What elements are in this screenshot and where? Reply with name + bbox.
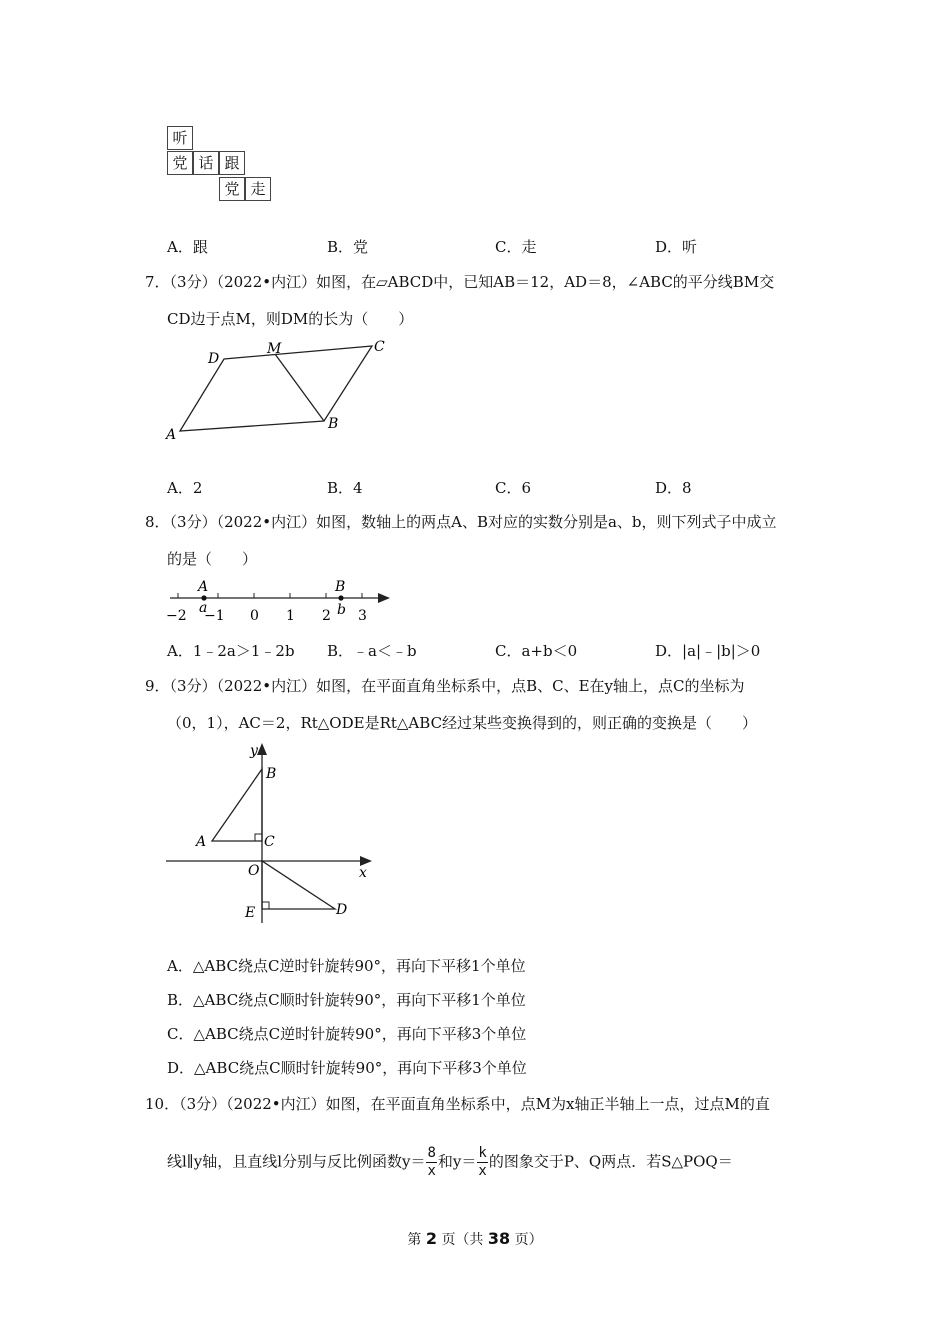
footer-post: 页） (514, 1232, 543, 1248)
q6-option-b: B．党 (327, 238, 369, 256)
net-cell: 党 (167, 151, 193, 175)
q8-tick-label: −2 (166, 608, 187, 624)
q7-option-b: B．4 (327, 479, 363, 497)
q9-label-o: O (248, 863, 260, 879)
q8-point-label-b: B (335, 579, 346, 595)
q7-label-a: A (166, 427, 177, 443)
q9-label-d: D (336, 902, 348, 918)
q9-option-d: D．△ABC绕点C顺时针旋转90°，再向下平移3个单位 (167, 1059, 527, 1077)
q7-label-d: D (208, 351, 220, 367)
q8-option-a: A．1﹣2a＞1﹣2b (167, 642, 295, 660)
q10-stem-line2 (167, 1145, 733, 1180)
q10-fraction-8-over-x (426, 1145, 436, 1180)
q7-label-m: M (267, 341, 282, 357)
q7-option-a: A．2 (167, 479, 203, 497)
q8-option-d: D．|a|﹣|b|＞0 (655, 642, 761, 660)
footer-mid: 页（共 (441, 1232, 484, 1248)
q8-point-label-a: A (198, 579, 209, 595)
footer-pre: 第 (407, 1232, 422, 1248)
q10-text-c: 的图象交于P、Q两点．若S△POQ＝ (488, 1152, 733, 1171)
q8-stem-line1: 8．（3分）（2022•内江）如图，数轴上的两点A、B对应的实数分别是a、b，则下列式子中成立 (145, 513, 777, 531)
q10-frac2-denominator: x (478, 1163, 487, 1179)
q8-option-b: B．﹣a＜﹣b (327, 642, 417, 660)
q7-label-c: C (374, 339, 385, 355)
footer-page-number: 2 (425, 1229, 437, 1248)
q8-tick-label: 0 (250, 608, 259, 624)
q8-value-label-a: a (199, 600, 208, 616)
q8-number-line (160, 574, 400, 626)
q10-text-a: 线l∥y轴，且直线l分别与反比例函数y＝ (167, 1152, 426, 1171)
q9-label-c: C (264, 834, 275, 850)
q6-option-a: A．跟 (167, 238, 208, 256)
q6-option-c: C．走 (495, 238, 537, 256)
net-cell: 党 (219, 177, 245, 201)
q9-option-b: B．△ABC绕点C顺时针旋转90°，再向下平移1个单位 (167, 991, 526, 1009)
net-cell: 跟 (219, 151, 245, 175)
q7-option-c: C．6 (495, 479, 532, 497)
q9-label-x: x (359, 865, 367, 881)
q9-label-y: y (250, 743, 258, 759)
q9-coordinate-figure (160, 737, 390, 929)
q10-fraction-k-over-x (477, 1145, 487, 1180)
q8-tick-label: −1 (204, 608, 225, 624)
q8-tick-label: 1 (286, 608, 295, 624)
q6-option-d: D．听 (655, 238, 698, 256)
net-cell: 走 (245, 177, 271, 201)
q7-option-d: D．8 (655, 479, 692, 497)
q8-tick-label: 2 (322, 608, 331, 624)
q8-option-c: C．a+b＜0 (495, 642, 578, 660)
q10-text-b: 和y＝ (437, 1152, 477, 1171)
q7-stem-line2: CD边于点M，则DM的长为（ ） (167, 310, 414, 328)
footer-total-pages: 38 (487, 1229, 511, 1248)
net-cell: 话 (193, 151, 219, 175)
q9-stem-line1: 9．（3分）（2022•内江）如图，在平面直角坐标系中，点B、C、E在y轴上，点C的坐标为 (145, 677, 745, 695)
q7-parallelogram-figure (160, 336, 400, 446)
q9-label-b: B (266, 766, 277, 782)
q7-label-b: B (328, 416, 339, 432)
q8-tick-label: 3 (358, 608, 367, 624)
q10-frac2-numerator: k (478, 1145, 487, 1161)
q10-frac1-denominator: x (427, 1163, 436, 1179)
q10-frac1-numerator: 8 (427, 1145, 436, 1161)
q9-stem-line2: （0，1），AC＝2，Rt△ODE是Rt△ABC经过某些变换得到的，则正确的变换是（ ） (167, 714, 758, 732)
q8-value-label-b: b (337, 602, 346, 618)
q9-label-e: E (245, 905, 256, 921)
q9-option-c: C．△ABC绕点C逆时针旋转90°，再向下平移3个单位 (167, 1025, 527, 1043)
q10-stem-line1: 10．（3分）（2022•内江）如图，在平面直角坐标系中，点M为x轴正半轴上一点，过点M的直 (145, 1095, 770, 1113)
page-footer (0, 1229, 950, 1249)
q9-option-a: A．△ABC绕点C逆时针旋转90°，再向下平移1个单位 (167, 957, 526, 975)
q8-stem-line2: 的是（ ） (167, 550, 258, 568)
net-cell: 听 (167, 126, 193, 150)
q7-stem-line1: 7．（3分）（2022•内江）如图，在▱ABCD中，已知AB＝12，AD＝8，∠ABC的平分线BM交 (145, 273, 775, 291)
q9-label-a: A (196, 834, 207, 850)
